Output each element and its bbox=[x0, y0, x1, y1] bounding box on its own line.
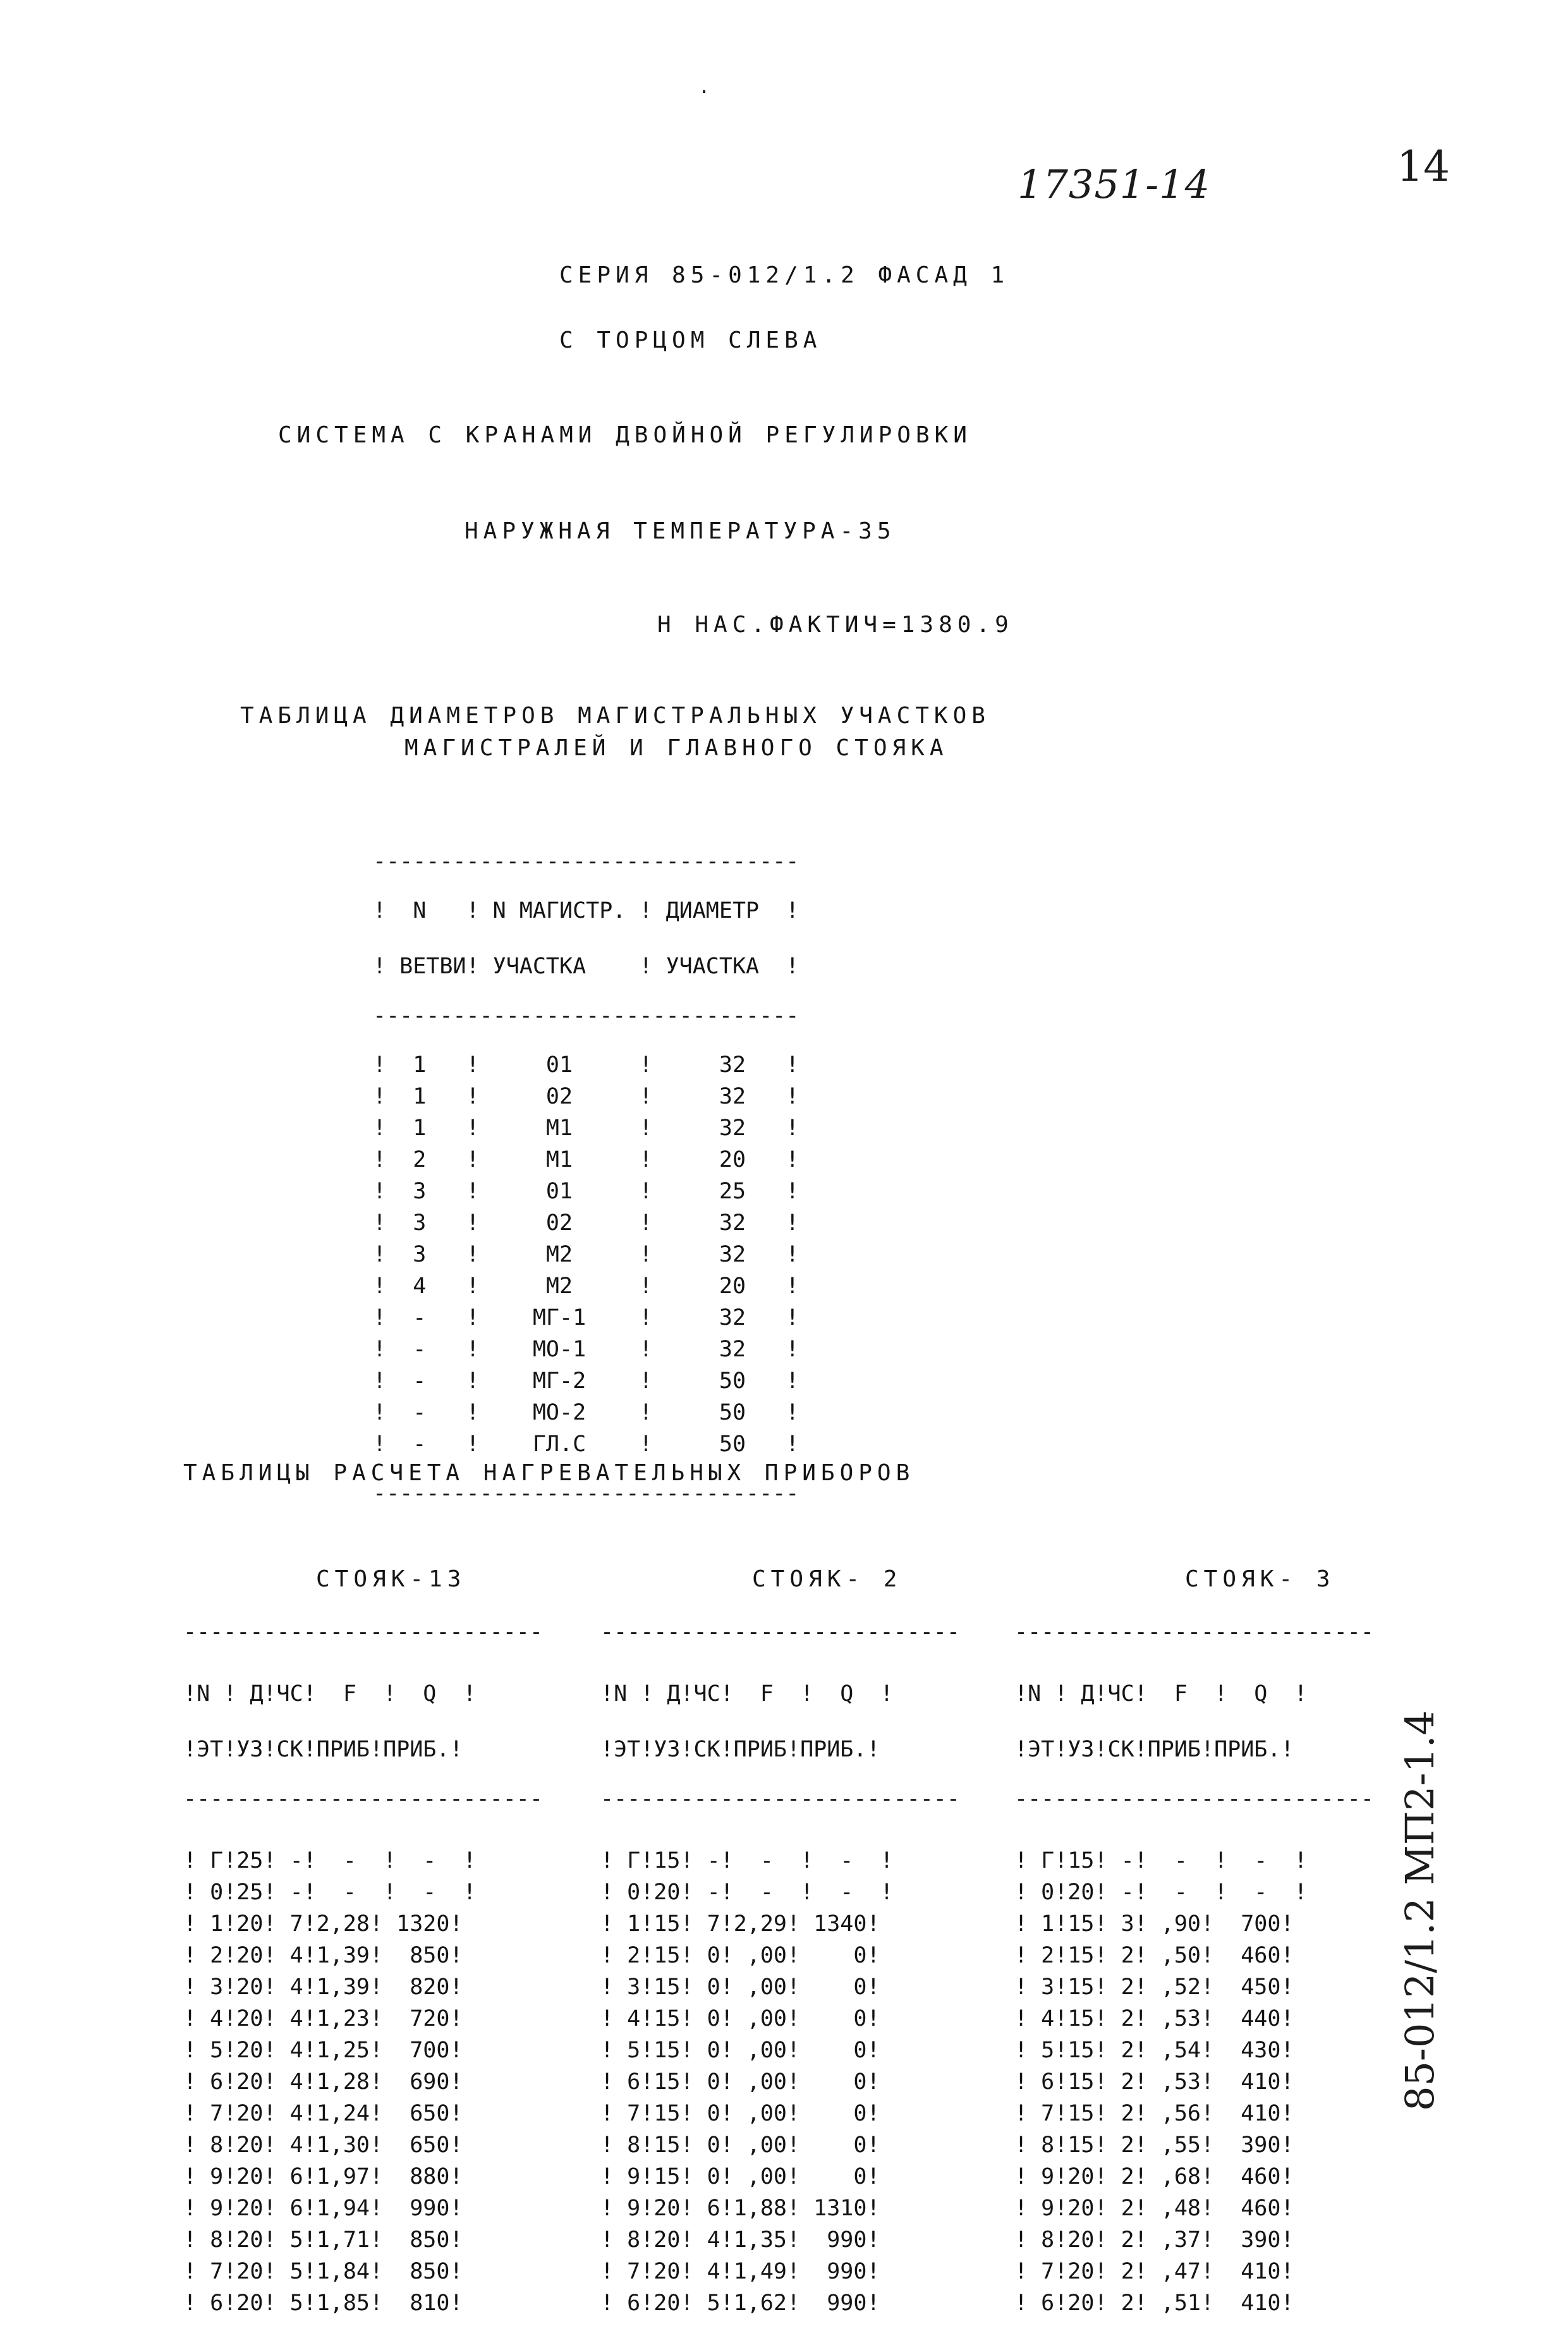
series-line: СЕРИЯ 85-012/1.2 ФАСАД 1 bbox=[559, 262, 1010, 288]
riser-row: ! 5!15! 2! ,54! 430! bbox=[1014, 2038, 1294, 2063]
diam-table-title-2: МАГИСТРАЛЕЙ И ГЛАВНОГО СТОЯКА bbox=[404, 735, 949, 761]
riser-row: ! 0!25! -! - ! - ! bbox=[183, 1880, 477, 1905]
riser-row: ! 8!20! 2! ,37! 390! bbox=[1014, 2227, 1294, 2253]
table-rule: --------------------------- bbox=[183, 1622, 543, 1641]
table-body bbox=[373, 1049, 992, 1460]
table-rule: --------------------------- bbox=[1014, 1622, 1374, 1641]
table-rule: -------------------------------- bbox=[373, 1006, 799, 1025]
riser-row: ! Г!15! -! - ! - ! bbox=[600, 1848, 894, 1873]
system-description: СИСТЕМА С КРАНАМИ ДВОЙНОЙ РЕГУЛИРОВКИ bbox=[278, 422, 972, 448]
pump-head-value: Н НАС.ФАКТИЧ=1380.9 bbox=[657, 612, 1014, 638]
table-row: ! 3 ! 02 ! 32 ! bbox=[373, 1210, 799, 1236]
riser-header-row: !ЭТ!УЗ!СК!ПРИБ!ПРИБ.! bbox=[600, 1737, 880, 1762]
riser-row: ! 8!20! 4!1,30! 650! bbox=[183, 2133, 463, 2158]
riser-row: ! 4!15! 0! ,00! 0! bbox=[600, 2006, 880, 2031]
riser-panel bbox=[183, 1542, 594, 2331]
riser-row: ! 1!20! 7!2,28! 1320! bbox=[183, 1911, 463, 1937]
table-rule: --------------------------- bbox=[1014, 1789, 1374, 1808]
riser-table-body bbox=[1014, 1845, 1425, 2319]
table-header-row: ! N ! N МАГИСТР. ! ДИАМЕТР ! bbox=[373, 898, 799, 923]
table-rule: --------------------------- bbox=[600, 1789, 960, 1808]
table-row: ! 3 ! М2 ! 32 ! bbox=[373, 1242, 799, 1267]
riser-row: ! 6!15! 0! ,00! 0! bbox=[600, 2069, 880, 2095]
riser-row: ! 7!20! 4!1,49! 990! bbox=[600, 2259, 880, 2284]
riser-row: ! 4!20! 4!1,23! 720! bbox=[183, 2006, 463, 2031]
table-row: ! 1 ! М1 ! 32 ! bbox=[373, 1116, 799, 1141]
riser-row: ! 1!15! 7!2,29! 1340! bbox=[600, 1911, 880, 1937]
riser-row: ! 2!20! 4!1,39! 850! bbox=[183, 1943, 463, 1968]
riser-row: ! 4!15! 2! ,53! 440! bbox=[1014, 2006, 1294, 2031]
diam-table bbox=[373, 828, 992, 1515]
riser-row: ! 7!20! 5!1,84! 850! bbox=[183, 2259, 463, 2284]
riser-row: ! 9!15! 0! ,00! 0! bbox=[600, 2164, 880, 2189]
riser-row: ! 6!20! 4!1,28! 690! bbox=[183, 2069, 463, 2095]
riser-row: ! 0!20! -! - ! - ! bbox=[1014, 1880, 1308, 1905]
riser-row: ! 7!15! 2! ,56! 410! bbox=[1014, 2101, 1294, 2126]
riser-row: ! Г!25! -! - ! - ! bbox=[183, 1848, 477, 1873]
riser-row: ! 3!20! 4!1,39! 820! bbox=[183, 1975, 463, 2000]
table-rule: -------------------------------- bbox=[373, 852, 799, 871]
riser-row: ! 8!15! 0! ,00! 0! bbox=[600, 2133, 880, 2158]
riser-row: ! 8!20! 5!1,71! 850! bbox=[183, 2227, 463, 2253]
riser-row: ! 6!15! 2! ,53! 410! bbox=[1014, 2069, 1294, 2095]
riser-table-body bbox=[600, 1845, 1011, 2319]
table-rule: -------------------------------- bbox=[373, 1484, 799, 1503]
riser-row: ! 2!15! 0! ,00! 0! bbox=[600, 1943, 880, 1968]
table-header-row: ! ВЕТВИ! УЧАСТКА ! УЧАСТКА ! bbox=[373, 954, 799, 979]
riser-row: ! 3!15! 0! ,00! 0! bbox=[600, 1975, 880, 2000]
table-row: ! 4 ! М2 ! 20 ! bbox=[373, 1274, 799, 1299]
riser-row: ! 9!20! 6!1,94! 990! bbox=[183, 2196, 463, 2221]
table-rule: --------------------------- bbox=[183, 1789, 543, 1808]
table-row: ! - ! МО-2 ! 50 ! bbox=[373, 1400, 799, 1425]
riser-row: ! 7!15! 0! ,00! 0! bbox=[600, 2101, 880, 2126]
table-row: ! - ! МГ-1 ! 32 ! bbox=[373, 1305, 799, 1330]
table-row: ! 2 ! М1 ! 20 ! bbox=[373, 1147, 799, 1172]
page-number: 14 bbox=[1397, 142, 1450, 191]
riser-row: ! 9!20! 2! ,68! 460! bbox=[1014, 2164, 1294, 2189]
riser-row: ! 9!20! 6!1,97! 880! bbox=[183, 2164, 463, 2189]
riser-name: СТОЯК-13 bbox=[316, 1566, 466, 1592]
riser-row: ! 9!20! 2! ,48! 460! bbox=[1014, 2196, 1294, 2221]
table-row: ! - ! МГ-2 ! 50 ! bbox=[373, 1368, 799, 1394]
riser-header-row: !ЭТ!УЗ!СК!ПРИБ!ПРИБ.! bbox=[183, 1737, 463, 1762]
subtitle: С ТОРЦОМ СЛЕВА bbox=[559, 327, 822, 353]
riser-row: ! 8!20! 4!1,35! 990! bbox=[600, 2227, 880, 2253]
riser-header-row: !ЭТ!УЗ!СК!ПРИБ!ПРИБ.! bbox=[1014, 1737, 1294, 1762]
diam-table-title: ТАБЛИЦА ДИАМЕТРОВ МАГИСТРАЛЬНЫХ УЧАСТКОВ bbox=[240, 703, 990, 729]
riser-header-row: !N ! Д!ЧС! F ! Q ! bbox=[1014, 1681, 1308, 1707]
riser-row: ! 7!20! 4!1,24! 650! bbox=[183, 2101, 463, 2126]
table-row: ! - ! МО-1 ! 32 ! bbox=[373, 1337, 799, 1362]
riser-name: СТОЯК- 3 bbox=[1185, 1566, 1335, 1592]
riser-header-row: !N ! Д!ЧС! F ! Q ! bbox=[183, 1681, 477, 1707]
riser-row: ! 5!20! 4!1,25! 700! bbox=[183, 2038, 463, 2063]
riser-row: ! 0!20! -! - ! - ! bbox=[600, 1880, 894, 1905]
riser-row: ! 9!20! 6!1,88! 1310! bbox=[600, 2196, 880, 2221]
riser-name: СТОЯК- 2 bbox=[752, 1566, 903, 1592]
outdoor-temperature: НАРУЖНАЯ ТЕМПЕРАТУРА-35 bbox=[465, 518, 896, 544]
side-stamp: 85-012/1.2 МП2-1.4 bbox=[1397, 1710, 1443, 2111]
riser-row: ! 3!15! 2! ,52! 450! bbox=[1014, 1975, 1294, 2000]
riser-row: ! 6!20! 2! ,51! 410! bbox=[1014, 2291, 1294, 2316]
top-dot: . bbox=[698, 76, 710, 98]
table-row: ! 1 ! 01 ! 32 ! bbox=[373, 1052, 799, 1078]
riser-row: ! 8!15! 2! ,55! 390! bbox=[1014, 2133, 1294, 2158]
table-row: ! 1 ! 02 ! 32 ! bbox=[373, 1084, 799, 1109]
riser-header-row: !N ! Д!ЧС! F ! Q ! bbox=[600, 1681, 894, 1707]
riser-row: ! Г!15! -! - ! - ! bbox=[1014, 1848, 1308, 1873]
riser-row: ! 2!15! 2! ,50! 460! bbox=[1014, 1943, 1294, 1968]
handwritten-doc-id: 17351-14 bbox=[1018, 161, 1211, 207]
riser-panel bbox=[1014, 1542, 1425, 2331]
riser-row: ! 7!20! 2! ,47! 410! bbox=[1014, 2259, 1294, 2284]
riser-row: ! 1!15! 3! ,90! 700! bbox=[1014, 1911, 1294, 1937]
riser-row: ! 6!20! 5!1,62! 990! bbox=[600, 2291, 880, 2316]
riser-row: ! 5!15! 0! ,00! 0! bbox=[600, 2038, 880, 2063]
riser-row: ! 6!20! 5!1,85! 810! bbox=[183, 2291, 463, 2316]
table-rule: --------------------------- bbox=[600, 1622, 960, 1641]
riser-panel bbox=[600, 1542, 1011, 2331]
heater-section-title: ТАБЛИЦЫ РАСЧЕТА НАГРЕВАТЕЛЬНЫХ ПРИБОРОВ bbox=[183, 1460, 915, 1486]
table-row: ! 3 ! 01 ! 25 ! bbox=[373, 1179, 799, 1204]
riser-table-body bbox=[183, 1845, 594, 2319]
table-row: ! - ! ГЛ.С ! 50 ! bbox=[373, 1432, 799, 1457]
